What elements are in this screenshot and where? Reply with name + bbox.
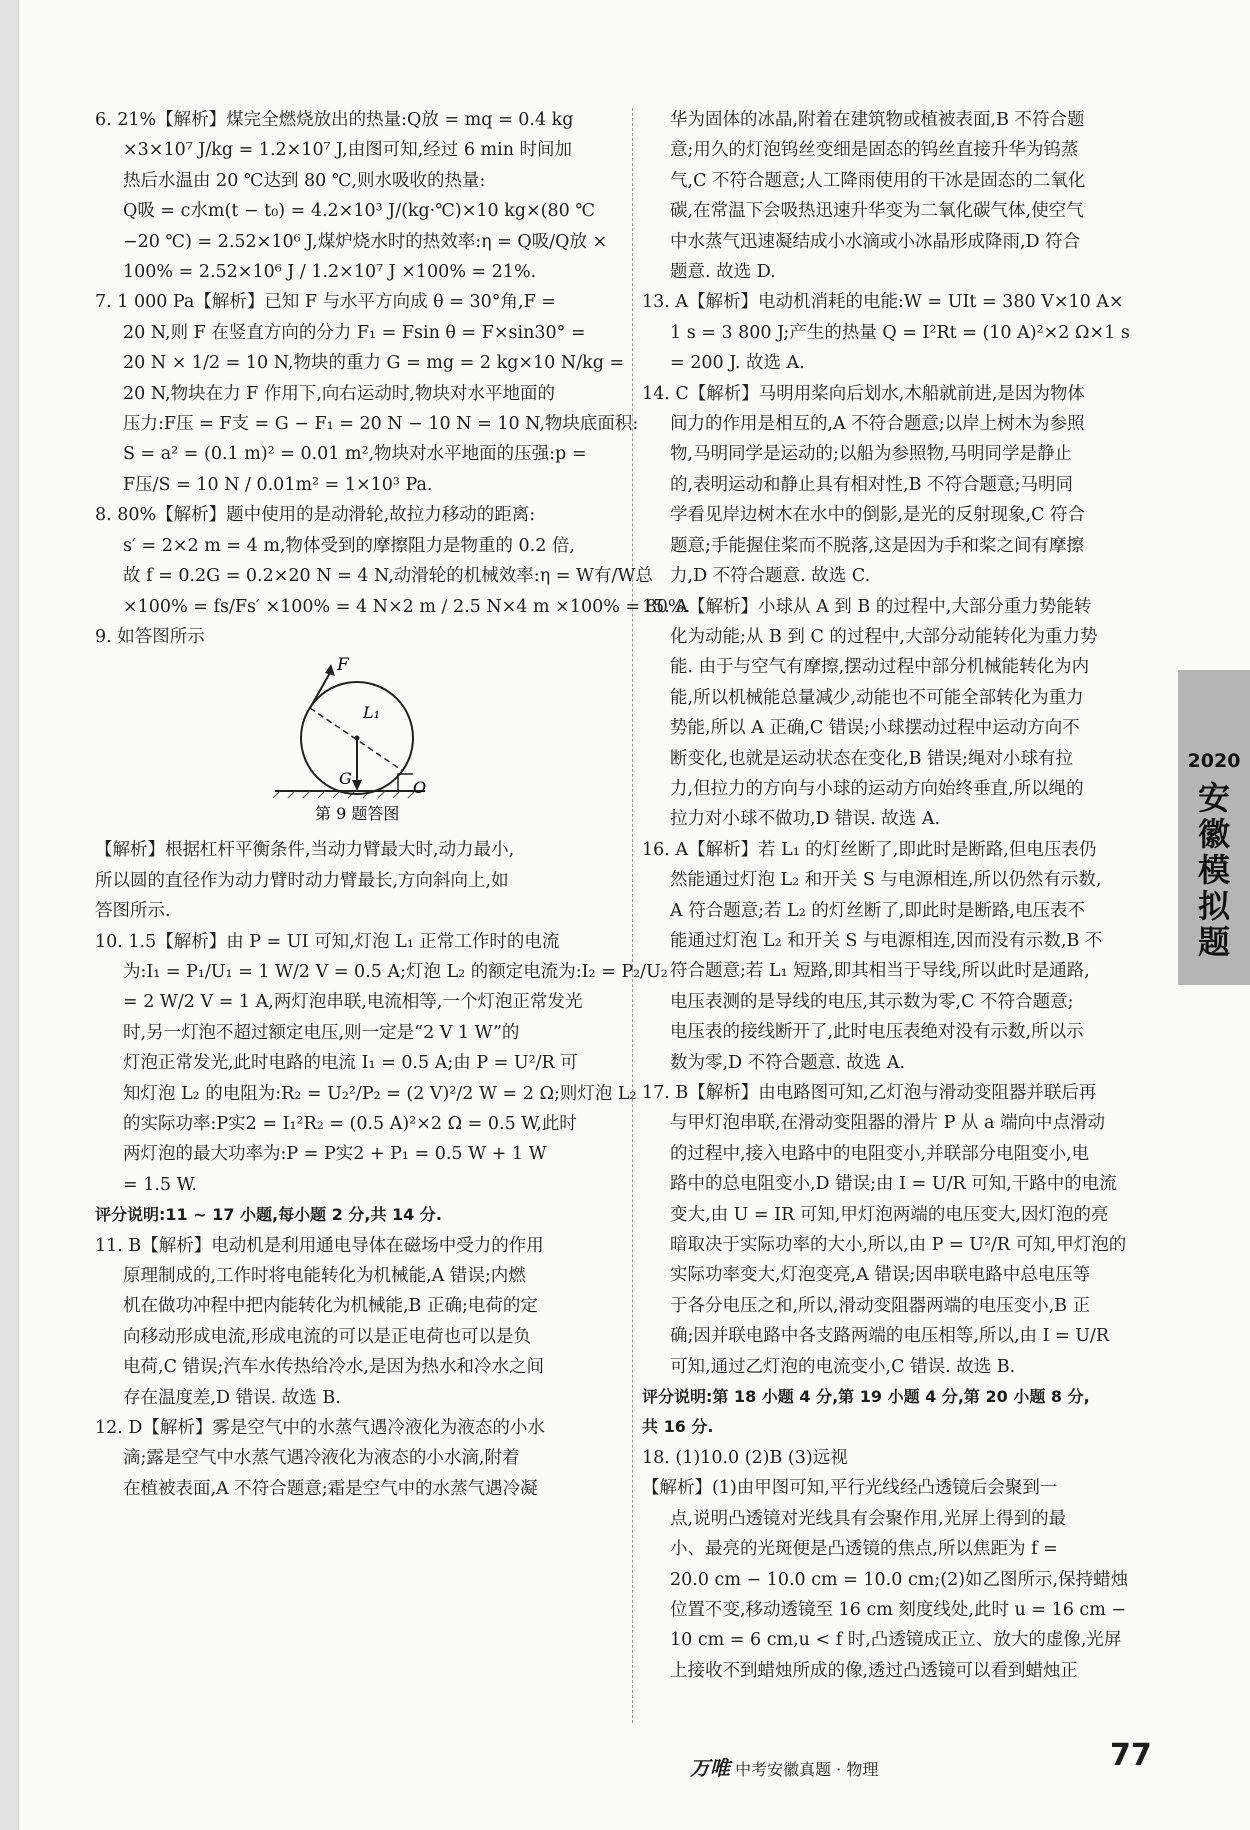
text-line: 间力的作用是相互的,A 不符合题意;以岸上树木为参照 [670, 414, 1085, 435]
answer-12 [95, 1413, 623, 1504]
text-line: 18. (1)10.0 (2)B (3)远视 [642, 1447, 848, 1468]
text-line: 6. 21%【解析】煤完全燃烧放出的热量:Q放 = mq = 0.4 kg [95, 110, 574, 130]
text-line: 电荷,C 错误;汽车水传热给冷水,是因为热水和冷水之间 [123, 1357, 544, 1378]
text-line: 然能通过灯泡 L₂ 和开关 S 与电源相连,所以仍然有示数, [670, 870, 1102, 891]
text-line: 题意. 故选 D. [670, 262, 776, 283]
text-line: F压/S = 10 N / 0.01m² = 1×10³ Pa. [123, 474, 433, 495]
text-line: 20 N,物块在力 F 作用下,向右运动时,物块对水平地面的 [123, 383, 555, 404]
page-number: 77 [1110, 1738, 1152, 1773]
text-line: 12. D【解析】雾是空气中的水蒸气遇冷液化为液态的小水 [95, 1418, 545, 1439]
text-line: 压力:F压 = F支 = G − F₁ = 20 N − 10 N = 10 N,物块底面积: [123, 414, 639, 435]
column-divider [632, 108, 633, 1723]
text-line: 20 N × 1/2 = 10 N,物块的重力 G = mg = 2 kg×10 N/kg = [123, 353, 625, 374]
text-line: 9. 如答图所示 [95, 626, 205, 647]
text-line: 碳,在常温下会吸热迅速升华变为二氧化碳气体,使空气 [670, 201, 1084, 222]
text-line: 物,马明同学是运动的;以船为参照物,马明同学是静止 [670, 444, 1073, 465]
section-year: 2020 [1187, 750, 1241, 772]
force-arrowhead [325, 664, 335, 676]
text-line: 7. 1 000 Pa【解析】已知 F 与水平方向成 θ = 30°角,F = [95, 292, 556, 313]
answer-figure-9 [95, 656, 623, 831]
text-line: s′ = 2×2 m = 4 m,物体受到的摩擦阻力是物重的 0.2 倍, [123, 535, 575, 556]
text-line: 所以圆的直径作为动力臂时动力臂最长,方向斜向上,如 [95, 870, 509, 891]
center-point [355, 736, 360, 741]
text-line: 向移动形成电流,形成电流的可以是正电荷也可以是负 [123, 1326, 532, 1347]
brand-logo: 万唯 [690, 1756, 730, 1780]
text-line: 能通过灯泡 L₂ 和开关 S 与电源相连,因而没有示数,B 不 [670, 930, 1103, 951]
text-line: 力,D 不符合题意. 故选 C. [670, 566, 871, 587]
text-line: 知灯泡 L₂ 的电阻为:R₂ = U₂²/P₂ = (2 V)²/2 W = 2 Ω;则灯泡 L₂ [123, 1083, 637, 1104]
step-corner [398, 774, 413, 791]
text-line: 的,表明运动和静止具有相对性,B 不符合题意;马明同 [670, 474, 1073, 495]
text-line: 实际功率变大,灯泡变亮,A 错误;因串联电路中总电压等 [670, 1265, 1091, 1286]
text-line: 确;因并联电路中各支路两端的电压相等,所以,由 I = U/R [670, 1326, 1110, 1347]
book-title: 中考安徽真题 · 物理 [735, 1760, 879, 1779]
label-G: G [339, 769, 352, 789]
text-line: 题意;手能握住桨而不脱落,这是因为手和桨之间有摩擦 [670, 535, 1084, 556]
text-line: 为:I₁ = P₁/U₁ = 1 W/2 V = 0.5 A;灯泡 L₂ 的额定电流为:I₂ = P₂/U₂ [123, 961, 668, 982]
text-line: 1 s = 3 800 J;产生的热量 Q = I²Rt = (10 A)²×2 Ω×1 s [670, 322, 1130, 343]
page-footer [690, 1752, 878, 1781]
text-line: 小、最亮的光斑便是凸透镜的焦点,所以焦距为 f = [670, 1539, 1058, 1560]
text-line: 于各分电压之和,所以,滑动变阻器两端的电压变小,B 正 [670, 1295, 1091, 1316]
text-line: 13. A【解析】电动机消耗的电能:W = UIt = 380 V×10 A× [642, 292, 1124, 313]
text-line: 华为固体的冰晶,附着在建筑物或植被表面,B 不符合题 [670, 110, 1085, 130]
answer-10 [95, 927, 668, 1201]
label-O: O [413, 778, 427, 798]
text-line: 的实际功率:P实2 = I₁²R₂ = (0.5 A)²×2 Ω = 0.5 W,此时 [123, 1113, 577, 1134]
text-line: 断变化,也就是运动状态在变化,B 错误;绳对小球有拉 [670, 748, 1073, 769]
text-line: 学看见岸边树木在水中的倒影,是光的反射现象,C 符合 [670, 505, 1086, 526]
text-line: = 200 J. 故选 A. [670, 353, 805, 374]
gravity-arrowhead [352, 780, 362, 791]
text-line: 10 cm = 6 cm,u < f 时,凸透镜成正立、放大的虚像,光屏 [670, 1630, 1122, 1651]
answer-13 [642, 287, 1162, 378]
section-label [1178, 780, 1250, 960]
text-line: 【解析】根据杠杆平衡条件,当动力臂最大时,动力最小, [95, 840, 515, 861]
text-line: Q吸 = c水m(t − t₀) = 4.2×10³ J/(kg·℃)×10 kg×(80 ℃ [123, 201, 595, 222]
text-line: 在植被表面,A 不符合题意;霜是空气中的水蒸气遇冷凝 [123, 1478, 538, 1499]
text-line: 的过程中,接入电路中的电阻变小,并联部分电阻变小,电 [670, 1143, 1090, 1164]
right-column [642, 105, 1162, 1686]
text-line: 100% = 2.52×10⁶ J / 1.2×10⁷ J ×100% = 21%. [123, 262, 537, 283]
answer-11 [95, 1231, 623, 1413]
text-line: A 符合题意;若 L₂ 的灯丝断了,即此时是断路,电压表不 [670, 900, 1085, 921]
text-line: 两灯泡的最大功率为:P = P实2 + P₁ = 0.5 W + 1 W [123, 1144, 547, 1165]
text-line: 与甲灯泡串联,在滑动变阻器的滑片 P 从 a 端向中点滑动 [670, 1113, 1106, 1134]
text-line: 存在温度差,D 错误. 故选 B. [123, 1387, 341, 1408]
text-line: 20 N,则 F 在竖直方向的分力 F₁ = Fsin θ = F×sin30° = [123, 322, 586, 343]
text-line: ×100% = fs/Fs′ ×100% = 4 N×2 m / 2.5 N×4 m ×100% = 80%. [123, 596, 691, 617]
text-line: 滴;露是空气中水蒸气遇冷液化为液态的小水滴,附着 [123, 1448, 520, 1469]
text-line: 暗取决于实际功率的大小,所以,由 P = U²/R 可知,甲灯泡的 [670, 1235, 1127, 1256]
text-line: 答图所示. [95, 901, 171, 922]
text-line: 热后水温由 20 ℃达到 80 ℃,则水吸收的热量: [123, 170, 486, 191]
lever-diagram [95, 656, 623, 831]
answer-14 [642, 379, 1162, 592]
text-line: = 2 W/2 V = 1 A,两灯泡串联,电流相等,一个灯泡正常发光 [123, 992, 583, 1013]
answer-9 [95, 622, 623, 927]
text-line: 路中的总电阻变小,D 错误;由 I = U/R 可知,干路中的电流 [670, 1174, 1117, 1195]
text-line: 灯泡正常发光,此时电路的电流 I₁ = 0.5 A;由 P = U²/R 可 [123, 1053, 578, 1074]
text-line: 17. B【解析】由电路图可知,乙灯泡与滑动变阻器并联后再 [642, 1083, 1097, 1103]
text-line: 中水蒸气迅速凝结成小水滴或小冰晶形成降雨,D 符合 [670, 231, 1081, 252]
answer-15 [642, 592, 1162, 835]
answer-8 [95, 500, 691, 622]
figure-caption: 第 9 题答图 [315, 804, 400, 824]
text-line: 机在做功冲程中把内能转化为机械能,B 正确;电荷的定 [123, 1296, 538, 1317]
text-line: −20 ℃) = 2.52×10⁶ J,煤炉烧水时的热效率:η = Q吸/Q放 × [123, 231, 608, 252]
text-line: 位置不变,移动透镜至 16 cm 刻度线处,此时 u = 16 cm − [670, 1599, 1127, 1620]
answer-12-continued [642, 105, 1162, 287]
text-line: 可知,通过乙灯泡的电流变小,C 错误. 故选 B. [670, 1356, 1016, 1377]
text-line: 15. A【解析】小球从 A 到 B 的过程中,大部分重力势能转 [642, 596, 1092, 617]
scoring-note: 共 16 分. [642, 1417, 714, 1437]
text-line: 上接收不到蜡烛所成的像,透过凸透镜可以看到蜡烛正 [670, 1660, 1079, 1681]
text-line: 16. A【解析】若 L₁ 的灯丝断了,即此时是断路,但电压表仍 [642, 839, 1097, 860]
text-line: 拉力对小球不做功,D 错误. 故选 A. [670, 809, 941, 830]
text-line: 故 f = 0.2G = 0.2×20 N = 4 N,动滑轮的机械效率:η = W有/W总 [123, 566, 653, 587]
text-line: 11. B【解析】电动机是利用通电导体在磁场中受力的作用 [95, 1235, 544, 1256]
answer-6 [95, 105, 623, 287]
text-line: 14. C【解析】马明用桨向后划水,木船就前进,是因为物体 [642, 383, 1085, 404]
binding-gutter [0, 0, 19, 1830]
text-line: 力,但拉力的方向与小球的运动方向始终垂直,所以绳的 [670, 778, 1084, 799]
text-line: 气,C 不符合题意;人工降雨使用的干冰是固态的二氧化 [670, 170, 1086, 191]
section-label-text: 安徽模拟题 [1197, 779, 1230, 961]
text-line: S = a² = (0.1 m)² = 0.01 m²,物块对水平地面的压强:p = [123, 444, 587, 465]
answer-7 [95, 287, 639, 500]
text-line: 能. 由于与空气有摩擦,摆动过程中部分机械能转化为内 [670, 657, 1090, 678]
text-line: 化为动能;从 B 到 C 的过程中,大部分动能转化为重力势 [670, 626, 1098, 647]
answer-17 [642, 1078, 1162, 1382]
text-line: ×3×10⁷ J/kg = 1.2×10⁷ J,由图可知,经过 6 min 时间加 [123, 140, 573, 161]
text-line: 电压表的接线断开了,此时电压表绝对没有示数,所以示 [670, 1022, 1084, 1043]
text-line: 符合题意;若 L₁ 短路,即其相当于导线,所以此时是通路, [670, 961, 1090, 982]
text-line: 电压表测的是导线的电压,其示数为零,C 不符合题意; [670, 991, 1074, 1012]
text-line: 变大,由 U = IR 可知,甲灯泡两端的电压变大,因灯泡的亮 [670, 1204, 1109, 1225]
answer-18 [642, 1443, 1162, 1686]
label-L1: L₁ [363, 703, 381, 723]
scoring-note: 评分说明:第 18 小题 4 分,第 19 小题 4 分,第 20 小题 8 分, [642, 1387, 1090, 1407]
text-line: 原理制成的,工作时将电能转化为机械能,A 错误;内燃 [123, 1266, 526, 1286]
label-F: F [337, 655, 349, 676]
text-line: = 1.5 W. [123, 1174, 198, 1195]
text-line: 数为零,D 不符合题意. 故选 A. [670, 1052, 906, 1073]
text-line: 10. 1.5【解析】由 P = UI 可知,灯泡 L₁ 正常工作时的电流 [95, 931, 560, 952]
text-line: 势能,所以 A 正确,C 错误;小球摆动过程中运动方向不 [670, 718, 1080, 739]
section-tab [1178, 670, 1250, 985]
text-line: 【解析】(1)由甲图可知,平行光线经凸透镜后会聚到一 [642, 1478, 1058, 1499]
text-line: 时,另一灯泡不超过额定电压,则一定是“2 V 1 W”的 [123, 1022, 520, 1043]
text-line: 点,说明凸透镜对光线具有会聚作用,光屏上得到的最 [670, 1508, 1067, 1529]
text-line: 能,所以机械能总量减少,动能也不可能全部转化为重力 [670, 687, 1084, 708]
text-line: 8. 80%【解析】题中使用的是动滑轮,故拉力移动的距离: [95, 505, 536, 526]
scoring-note: 评分说明:11 ~ 17 小题,每小题 2 分,共 14 分. [95, 1205, 442, 1225]
answer-16 [642, 835, 1162, 1078]
text-line: 20.0 cm − 10.0 cm = 10.0 cm;(2)如乙图所示,保持蜡烛 [670, 1569, 1129, 1590]
text-line: 意;用久的灯泡钨丝变细是固态的钨丝直接升华为钨蒸 [670, 140, 1079, 161]
